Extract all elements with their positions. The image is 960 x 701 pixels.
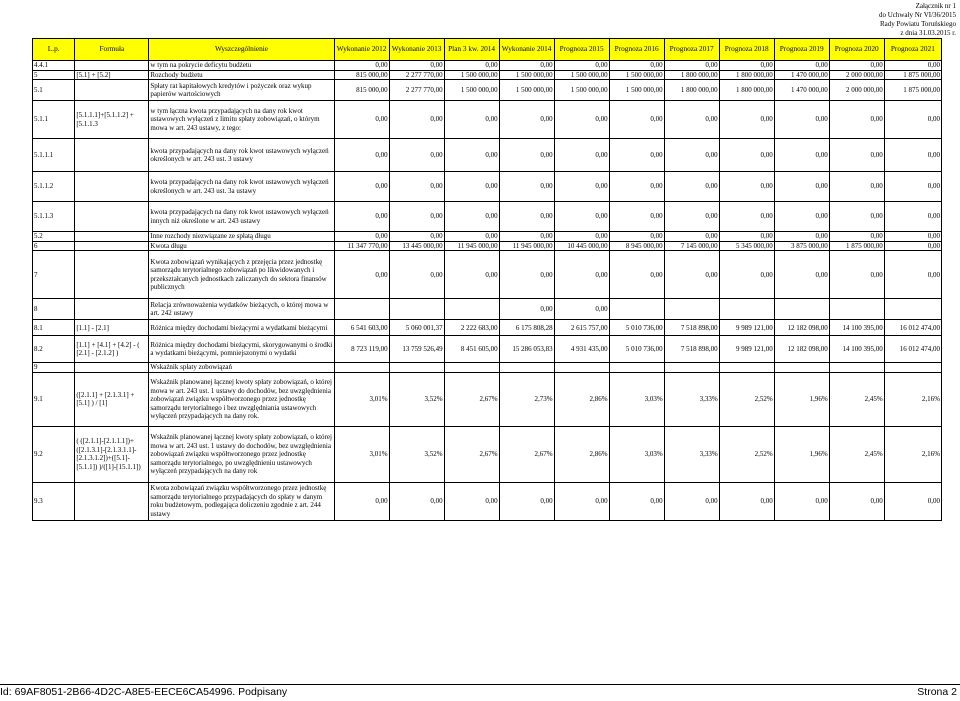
row-description: Relacja zrównoważenia wydatków bieżących, o której mowa w art. 242 ustawy [149,299,334,320]
row-lp: 5.2 [33,232,75,242]
table-row [33,139,942,172]
row-value: 2,86% [554,372,609,426]
row-value: 0,00 [334,172,389,202]
row-value: 815 000,00 [334,70,389,80]
row-value: 2,86% [554,426,609,482]
row-value: 9 989 121,00 [719,336,774,363]
row-value: 2,73% [499,372,554,426]
row-value: 0,00 [499,101,554,139]
row-value: 2,67% [499,426,554,482]
row-value: 0,00 [884,172,941,202]
header-year: Prognoza 2021 [884,39,941,61]
row-value: 0,00 [334,202,389,232]
row-value [719,299,774,320]
row-value: 1 875 000,00 [829,241,884,251]
row-value: 0,00 [444,61,499,71]
annex-line-1: Załącznik nr 1 [915,2,956,10]
row-value: 1 500 000,00 [444,70,499,80]
row-value: 1 800 000,00 [664,80,719,101]
row-description: Kwota długu [149,241,334,251]
row-formula [75,80,149,101]
row-value: 0,00 [554,101,609,139]
header-year: Plan 3 kw. 2014 [444,39,499,61]
row-value: 0,00 [444,232,499,242]
row-description: w tym na pokrycie deficytu budżetu [149,61,334,71]
row-value [719,363,774,373]
table-row [33,202,942,232]
page-number: Strona 2 [917,686,957,698]
row-value: 0,00 [389,172,444,202]
table-row [33,172,942,202]
row-value: 1 800 000,00 [664,70,719,80]
row-formula: [1.1] + [4.1] + [4.2] - ( [2.1] - [2.1.2] ) [75,336,149,363]
row-value [829,299,884,320]
row-value: 0,00 [499,482,554,520]
row-value: 1,96% [774,372,829,426]
row-value: 2,52% [719,426,774,482]
row-value: 0,00 [389,482,444,520]
table-row [33,426,942,482]
row-description: Spłaty rat kapitałowych kredytów i pożyczek oraz wykup papierów wartościowych [149,80,334,101]
row-value: 2 000 000,00 [829,80,884,101]
row-value: 2 000 000,00 [829,70,884,80]
row-value: 3,52% [389,372,444,426]
row-value: 2,45% [829,372,884,426]
row-value [774,299,829,320]
row-value: 0,00 [499,61,554,71]
row-value: 0,00 [774,482,829,520]
row-value: 0,00 [664,172,719,202]
row-value: 0,00 [829,61,884,71]
annex-line-4: z dnia 31.03.2015 r. [900,29,956,37]
row-formula: [5.1] + [5.2] [75,70,149,80]
row-value: 0,00 [664,232,719,242]
row-value: 6 541 603,00 [334,320,389,336]
row-value: 0,00 [334,482,389,520]
table-row [33,336,942,363]
row-value: 0,00 [609,172,664,202]
row-value: 0,00 [609,251,664,299]
table-row [33,363,942,373]
row-value: 0,00 [389,139,444,172]
row-value: 1 500 000,00 [554,80,609,101]
row-value: 2 277 770,00 [389,70,444,80]
row-value [664,363,719,373]
row-value: 0,00 [664,61,719,71]
row-value: 0,00 [499,139,554,172]
row-description: Różnica między dochodami bieżącymi, skorygowanymi o środki a wydatkami bieżącymi, pomniejszonymi o wydatki [149,336,334,363]
row-value: 12 182 098,00 [774,336,829,363]
row-value: 6 175 808,28 [499,320,554,336]
row-formula [75,241,149,251]
row-value: 2,67% [444,426,499,482]
row-value [499,363,554,373]
row-value: 0,00 [554,202,609,232]
row-value: 3,01% [334,426,389,482]
row-description: Kwota zobowiązań związku współtworzonego przez jednostkę samorządu terytorialnego przypadających do spłaty w danym roku budżetowym, podlegająca doliczeniu zgodnie z art. 244 ustawy [149,482,334,520]
row-value: 0,00 [554,61,609,71]
row-value: 1 500 000,00 [499,70,554,80]
row-value: 0,00 [774,232,829,242]
row-value: 0,00 [829,482,884,520]
row-value: 3,03% [609,426,664,482]
row-value: 0,00 [554,172,609,202]
row-formula: ( ([2.1.1]-[2.1.1.1])+([2.1.3.1]-[2.1.3.1.1]-[2.1.3.1.2])+([5.1]-[5.1.1]) )/([1]-[15.1.1]) [75,426,149,482]
row-value: 8 723 119,00 [334,336,389,363]
row-lp: 9.3 [33,482,75,520]
row-value: 7 145 000,00 [664,241,719,251]
row-value: 14 100 395,00 [829,336,884,363]
financial-forecast-table [32,38,942,521]
row-value: 0,00 [829,232,884,242]
row-value: 15 286 053,83 [499,336,554,363]
row-lp: 8 [33,299,75,320]
row-value: 0,00 [334,251,389,299]
row-value: 0,00 [664,251,719,299]
row-value: 11 945 000,00 [444,241,499,251]
row-value [884,299,941,320]
row-value: 0,00 [389,101,444,139]
row-formula [75,299,149,320]
table-row [33,241,942,251]
table-row [33,299,942,320]
row-description: Różnica między dochodami bieżącymi a wydatkami bieżącymi [149,320,334,336]
table-row [33,372,942,426]
row-value: 0,00 [829,202,884,232]
row-value: 11 945 000,00 [499,241,554,251]
header-year: Prognoza 2017 [664,39,719,61]
row-value: 0,00 [334,101,389,139]
header-year: Wykonanie 2012 [334,39,389,61]
row-lp: 9 [33,363,75,373]
row-value: 1 800 000,00 [719,70,774,80]
row-lp: 8.1 [33,320,75,336]
row-value: 12 182 098,00 [774,320,829,336]
annex-line-2: do Uchwały Nr VI/36/2015 [878,11,956,19]
row-description: kwota przypadających na dany rok kwot ustawowych wyłączeń określonych w art. 243 ust. 3 ustawy [149,139,334,172]
row-value: 0,00 [829,101,884,139]
row-value [444,363,499,373]
row-description: Inne rozchody niezwiązane ze spłatą długu [149,232,334,242]
row-value: 5 010 736,00 [609,320,664,336]
row-value: 0,00 [664,202,719,232]
row-value: 2 222 683,00 [444,320,499,336]
row-value: 1 500 000,00 [499,80,554,101]
row-value: 16 012 474,00 [884,320,941,336]
row-value [609,363,664,373]
row-value: 11 347 770,00 [334,241,389,251]
row-value: 0,00 [774,251,829,299]
row-value [389,363,444,373]
row-value: 0,00 [884,101,941,139]
row-value: 1 500 000,00 [609,80,664,101]
row-formula [75,251,149,299]
row-value: 2,16% [884,372,941,426]
row-value: 0,00 [884,139,941,172]
row-value: 0,00 [554,232,609,242]
row-value [884,363,941,373]
row-lp: 7 [33,251,75,299]
row-value: 0,00 [884,251,941,299]
row-lp: 8.2 [33,336,75,363]
row-value: 0,00 [334,61,389,71]
row-value: 0,00 [444,202,499,232]
row-value: 0,00 [499,299,554,320]
row-value: 0,00 [884,232,941,242]
row-formula: [5.1.1.1]+[5.1.1.2] +[5.1.1.3 [75,101,149,139]
row-value [664,299,719,320]
document-id: Id: 69AF8051-2B66-4D2C-A8E5-EECE6CA54996. Podpisany [0,686,288,698]
row-lp: 5 [33,70,75,80]
row-value: 0,00 [829,251,884,299]
row-description: Rozchody budżetu [149,70,334,80]
row-formula [75,363,149,373]
header-year: Prognoza 2016 [609,39,664,61]
row-value: 0,00 [444,251,499,299]
row-description: Kwota zobowiązań wynikających z przejęcia przez jednostkę samorządu terytorialnego zobowiązań po likwidowanych i przekształcanych jednostkach zaliczanych do sektora finansów publicznych [149,251,334,299]
row-value: 0,00 [444,482,499,520]
row-value [609,299,664,320]
header-year: Prognoza 2018 [719,39,774,61]
row-value: 9 989 121,00 [719,320,774,336]
row-formula [75,61,149,71]
row-value: 2 615 757,00 [554,320,609,336]
header-description: Wyszczególnienie [149,39,334,61]
header-row [33,39,942,61]
row-description: Wskaźnik planowanej łącznej kwoty spłaty zobowiązań, o której mowa w art. 243 ust. 1 ustawy do dochodów, bez uwzględnienia zobowiązań związku współtworzonego przez jednostkę samorządu terytorialnego, po uwzględnieniu ustawowych wyłączeń przypadających na dany rok [149,426,334,482]
row-value: 1 875 000,00 [884,70,941,80]
row-formula [75,139,149,172]
row-value: 0,00 [719,232,774,242]
row-value: 1 800 000,00 [719,80,774,101]
table-row [33,320,942,336]
row-description: kwota przypadających na dany rok kwot ustawowych wyłączeń innych niż określone w art. 243 ustawy [149,202,334,232]
row-value: 5 010 736,00 [609,336,664,363]
row-value: 3 875 000,00 [774,241,829,251]
header-year: Prognoza 2020 [829,39,884,61]
row-value: 0,00 [774,101,829,139]
row-value: 3,33% [664,426,719,482]
row-value: 3,52% [389,426,444,482]
row-value: 7 518 898,00 [664,320,719,336]
row-lp: 5.1.1 [33,101,75,139]
row-value [554,363,609,373]
annex-note [879,2,956,38]
row-formula [75,232,149,242]
row-value: 2,45% [829,426,884,482]
row-value: 0,00 [884,482,941,520]
row-value: 5 345 000,00 [719,241,774,251]
row-value: 0,00 [389,202,444,232]
row-value: 0,00 [389,232,444,242]
row-value: 0,00 [609,482,664,520]
row-value: 0,00 [554,482,609,520]
row-value: 0,00 [719,202,774,232]
row-value: 0,00 [499,251,554,299]
row-formula: ([2.1.1] + [2.1.3.1] + [5.1] ) / [1] [75,372,149,426]
row-lp: 4.4.1 [33,61,75,71]
row-value: 0,00 [499,172,554,202]
row-value: 13 759 526,49 [389,336,444,363]
row-value: 3,33% [664,372,719,426]
row-value: 0,00 [719,251,774,299]
header-year: Prognoza 2019 [774,39,829,61]
row-formula [75,202,149,232]
row-lp: 9.2 [33,426,75,482]
row-lp: 5.1 [33,80,75,101]
row-value: 0,00 [664,101,719,139]
row-value: 0,00 [829,172,884,202]
row-value: 0,00 [719,61,774,71]
row-value: 0,00 [334,232,389,242]
row-lp: 5.1.1.2 [33,172,75,202]
row-value: 1 875 000,00 [884,80,941,101]
row-formula [75,172,149,202]
row-description: w tym łączna kwota przypadających na dany rok kwot ustawowych wyłączeń z limitu spłaty zobowiązań, o którym mowa w art. 243 ustawy, z tego: [149,101,334,139]
row-value: 0,00 [719,172,774,202]
row-description: Wskaźnik spłaty zobowiązań [149,363,334,373]
row-value: 0,00 [554,299,609,320]
row-value: 1 470 000,00 [774,70,829,80]
row-value: 4 931 435,00 [554,336,609,363]
row-value: 1 470 000,00 [774,80,829,101]
row-formula: [1.1] - [2.1] [75,320,149,336]
row-value: 815 000,00 [334,80,389,101]
row-value: 2,16% [884,426,941,482]
annex-line-3: Rady Powiatu Toruńskiego [880,20,956,28]
row-value [444,299,499,320]
row-value: 2,52% [719,372,774,426]
row-value: 5 060 001,37 [389,320,444,336]
row-value: 0,00 [609,202,664,232]
row-value: 3,03% [609,372,664,426]
row-value: 0,00 [664,139,719,172]
row-value: 0,00 [664,482,719,520]
row-value: 0,00 [609,232,664,242]
row-description: Wskaźnik planowanej łącznej kwoty spłaty zobowiązań, o której mowa w art. 243 ust. 1 ustawy do dochodów, bez uwzględnienia zobowiązań związku współtworzonego przez jednostkę samorządu terytorialnego i bez uwzględniania ustawowych wyłączeń przypadających na dany rok. [149,372,334,426]
table-row [33,251,942,299]
row-value: 0,00 [444,139,499,172]
header-lp: L.p. [33,39,75,61]
row-value: 0,00 [719,101,774,139]
table-row [33,101,942,139]
header-year: Prognoza 2015 [554,39,609,61]
row-value: 0,00 [884,241,941,251]
row-value: 1 500 000,00 [554,70,609,80]
table-body [33,61,942,521]
row-value: 3,01% [334,372,389,426]
row-value: 0,00 [774,139,829,172]
row-value: 0,00 [609,61,664,71]
row-lp: 5.1.1.3 [33,202,75,232]
footer-divider [0,684,960,685]
row-value: 0,00 [719,482,774,520]
row-value: 0,00 [884,61,941,71]
row-value: 2 277 770,00 [389,80,444,101]
row-value: 0,00 [389,251,444,299]
row-value: 0,00 [499,232,554,242]
row-value: 0,00 [334,139,389,172]
row-value: 1,96% [774,426,829,482]
row-value: 8 451 605,00 [444,336,499,363]
row-value: 0,00 [499,202,554,232]
row-value: 0,00 [554,139,609,172]
row-value: 8 945 000,00 [609,241,664,251]
header-year: Wykonanie 2013 [389,39,444,61]
table-row [33,80,942,101]
row-value: 0,00 [444,172,499,202]
row-value: 0,00 [609,139,664,172]
row-value: 0,00 [774,172,829,202]
row-lp: 6 [33,241,75,251]
row-value: 0,00 [884,202,941,232]
row-value: 2,67% [444,372,499,426]
row-value [829,363,884,373]
row-value: 0,00 [444,101,499,139]
row-value: 0,00 [609,101,664,139]
row-value: 13 445 000,00 [389,241,444,251]
row-value: 7 518 898,00 [664,336,719,363]
row-value: 0,00 [829,139,884,172]
row-value: 14 100 395,00 [829,320,884,336]
row-value [389,299,444,320]
table-row [33,70,942,80]
header-formula: Formuła [75,39,149,61]
row-value [334,363,389,373]
row-value: 16 012 474,00 [884,336,941,363]
row-value: 10 445 000,00 [554,241,609,251]
row-value: 1 500 000,00 [609,70,664,80]
table-row [33,482,942,520]
row-lp: 5.1.1.1 [33,139,75,172]
row-value: 1 500 000,00 [444,80,499,101]
row-value: 0,00 [554,251,609,299]
row-value: 0,00 [774,61,829,71]
row-lp: 9.1 [33,372,75,426]
row-value: 0,00 [774,202,829,232]
row-description: kwota przypadających na dany rok kwot ustawowych wyłączeń określonych w art. 243 ust. 3a ustawy [149,172,334,202]
row-value: 0,00 [389,61,444,71]
row-value: 0,00 [719,139,774,172]
row-value [774,363,829,373]
table-row [33,61,942,71]
row-formula [75,482,149,520]
header-year: Wykonanie 2014 [499,39,554,61]
row-value [334,299,389,320]
table-row [33,232,942,242]
